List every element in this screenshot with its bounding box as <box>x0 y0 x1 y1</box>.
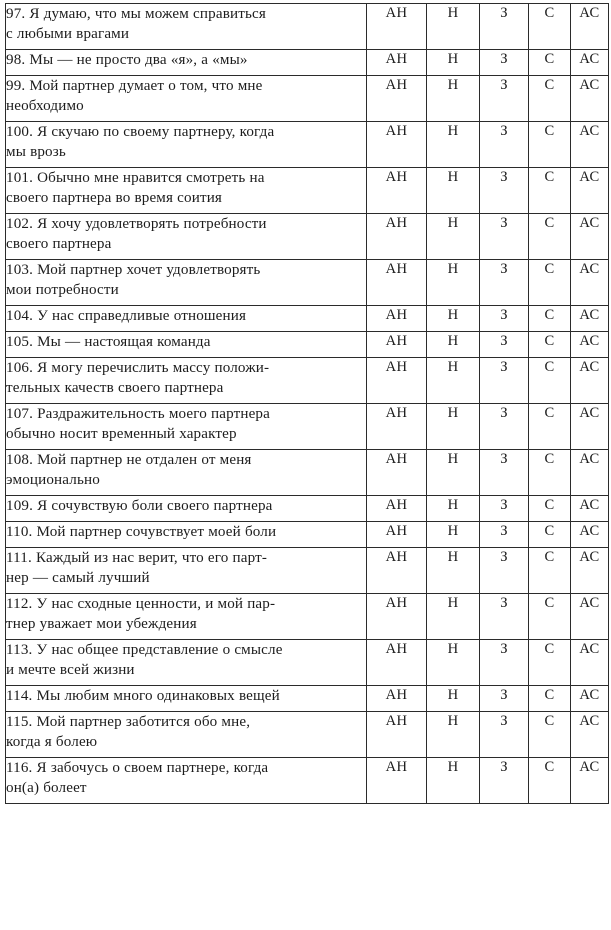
statement-cell <box>6 758 367 804</box>
answer-option-an[interactable]: АН <box>367 260 427 306</box>
answer-option-z[interactable]: З <box>480 332 529 358</box>
statement-cell <box>6 168 367 214</box>
answer-option-n[interactable]: Н <box>427 640 480 686</box>
answer-option-n[interactable]: Н <box>427 214 480 260</box>
answer-option-as[interactable]: АС <box>571 686 609 712</box>
answer-option-n[interactable]: Н <box>427 594 480 640</box>
table-row <box>6 50 609 76</box>
answer-option-an[interactable]: АН <box>367 4 427 50</box>
answer-option-s[interactable]: С <box>529 496 571 522</box>
table-row <box>6 522 609 548</box>
answer-option-s[interactable]: С <box>529 686 571 712</box>
answer-option-an[interactable]: АН <box>367 168 427 214</box>
answer-option-s[interactable]: С <box>529 50 571 76</box>
answer-option-z[interactable]: З <box>480 548 529 594</box>
answer-option-s[interactable]: С <box>529 594 571 640</box>
statement-line: обычно носит временный характер <box>6 426 237 443</box>
statement-line: 101. Обычно мне нравится смотреть на <box>6 170 265 186</box>
answer-option-as[interactable]: АС <box>571 758 609 804</box>
table-row <box>6 496 609 522</box>
answer-option-n[interactable]: Н <box>427 122 480 168</box>
answer-option-as[interactable]: АС <box>571 404 609 450</box>
answer-option-z[interactable]: З <box>480 214 529 260</box>
answer-option-n[interactable]: Н <box>427 76 480 122</box>
answer-option-s[interactable]: С <box>529 168 571 214</box>
statement-line: 112. У нас сходные ценности, и мой пар- <box>6 596 276 612</box>
answer-option-as[interactable]: АС <box>571 214 609 260</box>
statement-cell <box>6 50 367 76</box>
statement-cell <box>6 214 367 260</box>
statement-line: 103. Мой партнер хочет удовлетворять <box>6 262 261 278</box>
statement-cell <box>6 76 367 122</box>
answer-option-an[interactable]: АН <box>367 122 427 168</box>
statement-line: 106. Я могу перечислить массу положи- <box>6 360 270 376</box>
answer-option-z[interactable]: З <box>480 306 529 332</box>
answer-option-an[interactable]: АН <box>367 306 427 332</box>
statement-line: нер — самый лучший <box>6 570 150 587</box>
table-row <box>6 712 609 758</box>
statement-cell <box>6 640 367 686</box>
statement-line: мои потребности <box>6 282 119 299</box>
table-row <box>6 358 609 404</box>
answer-option-s[interactable]: С <box>529 214 571 260</box>
statement-line: 104. У нас справедливые отношения <box>6 308 247 324</box>
answer-option-an[interactable]: АН <box>367 522 427 548</box>
answer-option-as[interactable]: АС <box>571 168 609 214</box>
statement-line: 111. Каждый из нас верит, что его парт- <box>6 550 268 566</box>
table-row <box>6 332 609 358</box>
statement-line: 113. У нас общее представление о смысле <box>6 642 283 658</box>
answer-option-an[interactable]: АН <box>367 640 427 686</box>
statement-line: когда я болею <box>6 734 98 751</box>
statement-line: 105. Мы — настоящая команда <box>6 334 211 350</box>
answer-option-z[interactable]: З <box>480 496 529 522</box>
answer-option-z[interactable]: З <box>480 594 529 640</box>
answer-option-an[interactable]: АН <box>367 332 427 358</box>
answer-option-as[interactable]: АС <box>571 548 609 594</box>
answer-option-an[interactable]: АН <box>367 758 427 804</box>
table-row <box>6 168 609 214</box>
answer-option-z[interactable]: З <box>480 404 529 450</box>
answer-option-n[interactable]: Н <box>427 332 480 358</box>
statement-line: 99. Мой партнер думает о том, что мне <box>6 78 263 94</box>
statement-line: 108. Мой партнер не отдален от меня <box>6 452 252 468</box>
answer-option-an[interactable]: АН <box>367 50 427 76</box>
answer-option-z[interactable]: З <box>480 4 529 50</box>
answer-option-s[interactable]: С <box>529 404 571 450</box>
answer-option-s[interactable]: С <box>529 122 571 168</box>
answer-option-as[interactable]: АС <box>571 122 609 168</box>
statement-cell <box>6 712 367 758</box>
answer-option-as[interactable]: АС <box>571 306 609 332</box>
answer-option-s[interactable]: С <box>529 332 571 358</box>
statement-cell <box>6 358 367 404</box>
answer-option-s[interactable]: С <box>529 4 571 50</box>
answer-option-as[interactable]: АС <box>571 640 609 686</box>
answer-option-n[interactable]: Н <box>427 260 480 306</box>
table-row <box>6 76 609 122</box>
statement-cell <box>6 594 367 640</box>
answer-option-n[interactable]: Н <box>427 522 480 548</box>
answer-option-an[interactable]: АН <box>367 450 427 496</box>
table-row <box>6 214 609 260</box>
answer-option-s[interactable]: С <box>529 758 571 804</box>
answer-option-n[interactable]: Н <box>427 306 480 332</box>
statement-cell <box>6 450 367 496</box>
answer-option-s[interactable]: С <box>529 712 571 758</box>
statement-line: он(а) болеет <box>6 780 87 797</box>
table-row <box>6 686 609 712</box>
statement-cell <box>6 522 367 548</box>
answer-option-z[interactable]: З <box>480 758 529 804</box>
answer-option-an[interactable]: АН <box>367 496 427 522</box>
statement-line: 114. Мы любим много одинаковых вещей <box>6 688 280 704</box>
statement-line: своего партнера во время соития <box>6 190 223 207</box>
table-row <box>6 450 609 496</box>
statement-line: с любыми врагами <box>6 26 130 43</box>
answer-option-as[interactable]: АС <box>571 522 609 548</box>
questionnaire-table <box>5 3 609 804</box>
statement-cell <box>6 496 367 522</box>
statement-cell <box>6 404 367 450</box>
answer-option-as[interactable]: АС <box>571 332 609 358</box>
table-row <box>6 306 609 332</box>
answer-option-z[interactable]: З <box>480 522 529 548</box>
answer-option-n[interactable]: Н <box>427 50 480 76</box>
answer-option-as[interactable]: АС <box>571 496 609 522</box>
statement-cell <box>6 332 367 358</box>
answer-option-n[interactable]: Н <box>427 404 480 450</box>
statement-line: 107. Раздражительность моего партнера <box>6 406 270 422</box>
answer-option-an[interactable]: АН <box>367 712 427 758</box>
answer-option-as[interactable]: АС <box>571 594 609 640</box>
answer-option-n[interactable]: Н <box>427 548 480 594</box>
statement-line: 110. Мой партнер сочувствует моей боли <box>6 524 277 540</box>
table-row <box>6 260 609 306</box>
table-row <box>6 548 609 594</box>
answer-option-s[interactable]: С <box>529 640 571 686</box>
statement-line: эмоционально <box>6 472 100 489</box>
table-row <box>6 4 609 50</box>
statement-line: 109. Я сочувствую боли своего партнера <box>6 498 273 514</box>
answer-option-n[interactable]: Н <box>427 712 480 758</box>
answer-option-s[interactable]: С <box>529 548 571 594</box>
statement-line: 98. Мы — не просто два «я», а «мы» <box>6 52 248 68</box>
answer-option-z[interactable]: З <box>480 76 529 122</box>
questionnaire-table-body <box>6 4 609 804</box>
statement-cell <box>6 4 367 50</box>
statement-line: и мечте всей жизни <box>6 662 135 679</box>
statement-cell <box>6 306 367 332</box>
answer-option-an[interactable]: АН <box>367 686 427 712</box>
statement-cell <box>6 686 367 712</box>
statement-line: 115. Мой партнер заботится обо мне, <box>6 714 251 730</box>
answer-option-s[interactable]: С <box>529 76 571 122</box>
answer-option-as[interactable]: АС <box>571 260 609 306</box>
answer-option-n[interactable]: Н <box>427 450 480 496</box>
statement-line: 97. Я думаю, что мы можем справиться <box>6 6 266 22</box>
statement-line: необходимо <box>6 98 84 115</box>
answer-option-as[interactable]: АС <box>571 76 609 122</box>
answer-option-as[interactable]: АС <box>571 712 609 758</box>
answer-option-z[interactable]: З <box>480 122 529 168</box>
answer-option-as[interactable]: АС <box>571 4 609 50</box>
statement-line: 102. Я хочу удовлетворять потребности <box>6 216 267 232</box>
answer-option-an[interactable]: АН <box>367 594 427 640</box>
answer-option-as[interactable]: АС <box>571 50 609 76</box>
answer-option-n[interactable]: Н <box>427 4 480 50</box>
answer-option-n[interactable]: Н <box>427 358 480 404</box>
answer-option-z[interactable]: З <box>480 712 529 758</box>
statement-line: мы врозь <box>6 144 66 161</box>
table-row <box>6 594 609 640</box>
statement-cell <box>6 548 367 594</box>
table-row <box>6 122 609 168</box>
answer-option-an[interactable]: АН <box>367 76 427 122</box>
answer-option-n[interactable]: Н <box>427 496 480 522</box>
answer-option-z[interactable]: З <box>480 686 529 712</box>
answer-option-z[interactable]: З <box>480 450 529 496</box>
answer-option-n[interactable]: Н <box>427 168 480 214</box>
answer-option-z[interactable]: З <box>480 260 529 306</box>
answer-option-as[interactable]: АС <box>571 358 609 404</box>
answer-option-s[interactable]: С <box>529 260 571 306</box>
answer-option-an[interactable]: АН <box>367 214 427 260</box>
answer-option-s[interactable]: С <box>529 358 571 404</box>
answer-option-z[interactable]: З <box>480 50 529 76</box>
statement-line: тельных качеств своего партнера <box>6 380 224 397</box>
statement-line: тнер уважает мои убеждения <box>6 616 197 633</box>
answer-option-z[interactable]: З <box>480 358 529 404</box>
statement-cell <box>6 260 367 306</box>
table-row <box>6 404 609 450</box>
answer-option-an[interactable]: АН <box>367 404 427 450</box>
statement-line: 100. Я скучаю по своему партнеру, когда <box>6 124 275 140</box>
answer-option-z[interactable]: З <box>480 640 529 686</box>
answer-option-as[interactable]: АС <box>571 450 609 496</box>
answer-option-an[interactable]: АН <box>367 358 427 404</box>
statement-line: 116. Я забочусь о своем партнере, когда <box>6 760 269 776</box>
answer-option-n[interactable]: Н <box>427 686 480 712</box>
answer-option-z[interactable]: З <box>480 168 529 214</box>
statement-line: своего партнера <box>6 236 112 253</box>
answer-option-s[interactable]: С <box>529 522 571 548</box>
answer-option-n[interactable]: Н <box>427 758 480 804</box>
answer-option-an[interactable]: АН <box>367 548 427 594</box>
table-row <box>6 758 609 804</box>
answer-option-s[interactable]: С <box>529 306 571 332</box>
statement-cell <box>6 122 367 168</box>
answer-option-s[interactable]: С <box>529 450 571 496</box>
table-row <box>6 640 609 686</box>
